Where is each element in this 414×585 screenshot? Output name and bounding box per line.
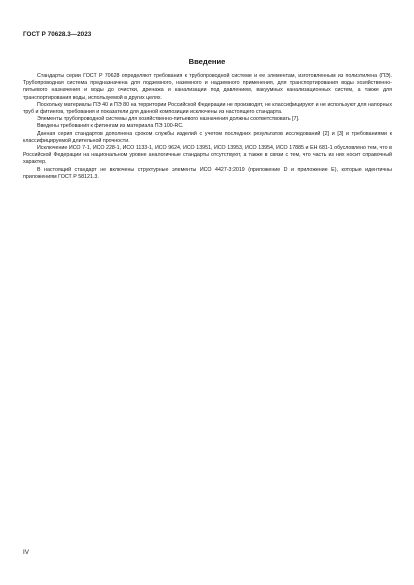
paragraph: В настоящий стандарт не включены структурные элементы ИСО 4427-3:2019 (приложение D и приложение E), которые идентичны приложениям ГОСТ Р 58121.3. [23,166,392,180]
introduction-body [23,73,392,181]
section-title: Введение [188,57,226,66]
page-number: IV [23,549,29,556]
paragraph: Введены требования к фитингам из материала ПЭ 100-RC. [37,123,184,130]
document-header: ГОСТ Р 70628.3—2023 [23,31,92,38]
paragraph: Элементы трубопроводной системы для хозяйственно-питьевого назначения должны соответствовать [7]. [37,116,300,123]
paragraph: Исключение ИСО 7-1, ИСО 228-1, ИСО 1133-1, ИСО 9624, ИСО 13951, ИСО 13953, ИСО 13954, ИСО 17885 и ЕН 681-1 обусловлено тем, что в Российской Федерации на национальном уровне аналогичные стандарты отсутствуют, а также в связи с тем, что часть из них носит справочный характер. [23,145,392,166]
paragraph: Поскольку материалы ПЭ 40 и ПЭ 80 на территории Российской Федерации не производят, не классифицируют и не используют для напорных труб и фитингов, требования и показатели для данной композиции исключены из настоящего стандарта. [23,101,392,116]
paragraph: Данная серия стандартов дополнена сроком службы изделий с учетом последних результатов исследований [2] и [3] и требованиями к классифицируемой длительной прочности. [23,130,392,144]
paragraph: Стандарты серии ГОСТ Р 70628 определяют требования к трубопроводной системе и ее элементам, изготовленным из полиэтилена (ПЭ). Трубопроводная система предназначена для подземного, наземного и надземного применения, для транспортирования воды хозяйственно-питьевого назначения и воды до очистки, дренажа и канализации под давлением, вакуумных канализационных систем, а также для транспортирования воды, используемой в других целях. [23,73,392,101]
